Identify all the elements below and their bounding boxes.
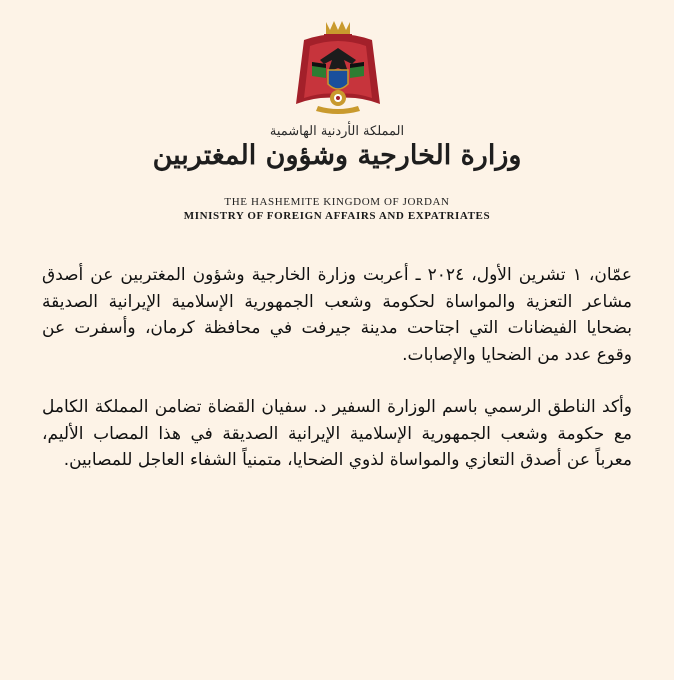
arabic-ministry-name: وزارة الخارجية وشؤون المغتربين <box>152 140 522 171</box>
english-ministry-name: MINISTRY OF FOREIGN AFFAIRS AND EXPATRIATES <box>183 210 491 222</box>
jordan-coat-of-arms-icon <box>290 18 386 116</box>
ministry-emblem <box>290 18 386 116</box>
english-kingdom-name: THE HASHEMITE KINGDOM OF JORDAN <box>224 196 450 208</box>
statement-paragraph-2: وأكد الناطق الرسمي باسم الوزارة السفير د. سفيان القضاة تضامن المملكة الكامل مع حكومة وشعب الجمهورية الإسلامية الإيرانية الصديقة في هذا المصاب الأليم، معرباً عن أصدق التعازي والمواساة لذوي الضحايا، متمنياً الشفاء العاجل للمصابين. <box>42 397 632 470</box>
statement-body <box>42 262 632 474</box>
statement-paragraph-1: عمّان، ١ تشرين الأول، ٢٠٢٤ ـ أعربت وزارة الخارجية وشؤون المغتربين عن أصدق مشاعر التعزية والمواساة لحكومة وشعب الجمهورية الإسلامية الإيرانية الصديقة بضحايا الفيضانات التي اجتاحت مدينة جيرفت في محافظة كرمان، وأسفرت عن وقوع عدد من الضحايا والإصابات. <box>42 265 632 365</box>
arabic-kingdom-name: المملكة الأردنية الهاشمية <box>269 124 405 139</box>
